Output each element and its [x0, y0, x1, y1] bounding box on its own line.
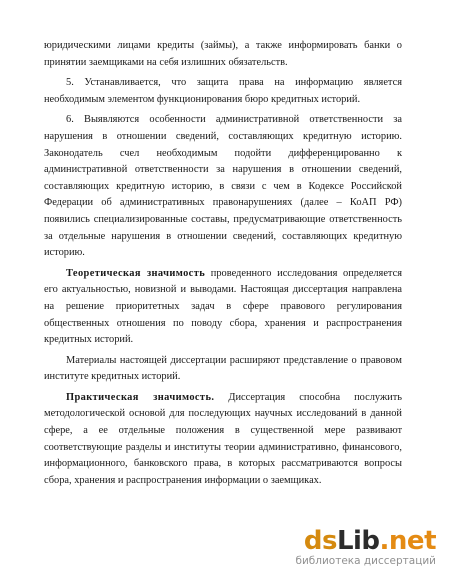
theoretical-significance-heading: Теоретическая значимость [66, 267, 206, 279]
dslib-watermark [286, 528, 436, 568]
paragraph-continuation: юридическими лицами кредиты (займы), а также информировать банки о принятии заемщиками на себя излишних обязательств. [44, 40, 402, 68]
logo-lib: Lib [336, 526, 380, 556]
theoretical-significance-text: проведенного исследования определяется его актуальностью, новизной и выводами. Настоящая диссертация направлена на решение приоритетных задач в сфере правового регулирования общественных отношения по поводу сбора, хранения и распространения кредитных историй. [44, 267, 402, 346]
paragraph-theoretical-significance [44, 266, 402, 349]
paragraph-point-5: 5. Устанавливается, что защита права на информацию является необходимым элементом функционирования бюро кредитных историй. [44, 77, 402, 105]
logo-net: .net [379, 526, 436, 556]
dslib-logo [286, 528, 436, 554]
practical-significance-heading: Практическая значимость. [66, 391, 215, 403]
practical-significance-text: Диссертация способна послужить методологической основой для последующих научных исследований в данной сфере, а ее отдельные положения в существенной мере развивают соответствующие разделы и институты теории административно, финансового, информационного, банковского права, в которых рассматриваются вопросы сбора, хранения и распространения информации о заемщиках. [44, 391, 402, 486]
paragraph-point-6: 6. Выявляются особенности административной ответственности за нарушения в отношении сведений, составляющих кредитную историю. Законодатель счел необходимым подойти дифференцированно к административной ответственности за нарушения в отношении сведений, составляющих кредитную историю, в связи с чем в Кодексе Российской Федерации об административных правонарушениях (далее – КоАП РФ) появились специализированные составы, предусматривающие ответственность за отдельные нарушения в отношении сведений, составляющих кредитную историю. [44, 114, 402, 259]
watermark-tagline: библиотека диссертаций [295, 555, 436, 567]
document-body [44, 38, 402, 489]
paragraph-materials: Материалы настоящей диссертации расширяют представление о правовом институте кредитных историй. [44, 354, 402, 383]
logo-ds: ds [303, 526, 337, 556]
paragraph-practical-significance [44, 390, 402, 490]
